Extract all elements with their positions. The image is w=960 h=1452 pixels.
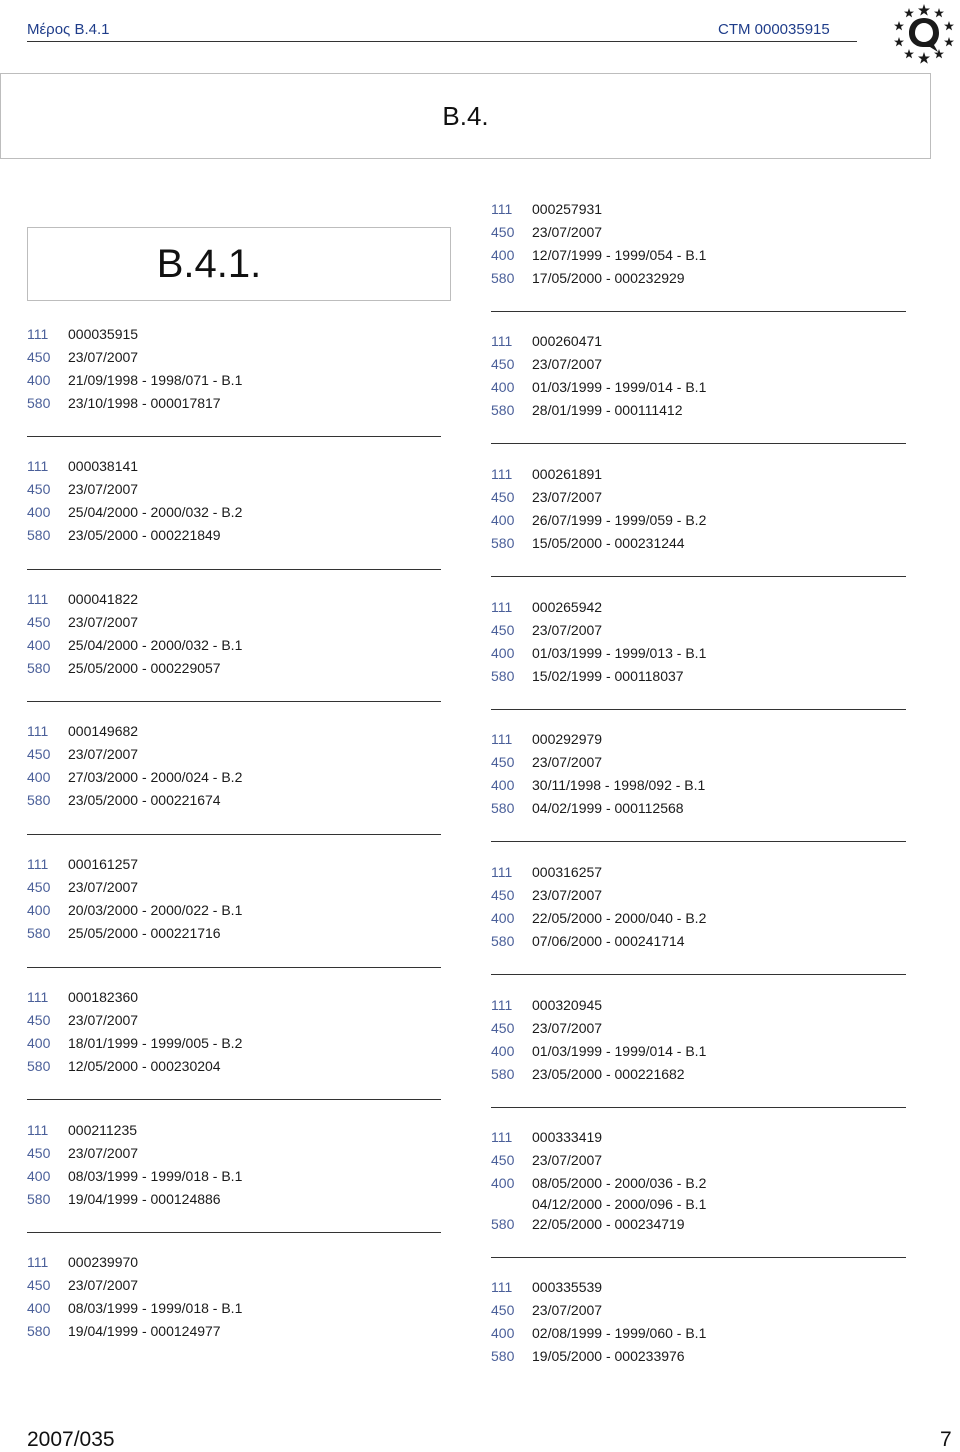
header-part-label: Μέρος Β.4.1 (27, 21, 110, 38)
publication-date: 23/07/2007 (68, 1012, 139, 1028)
field-code-580: 580 (27, 660, 51, 676)
registration-reference: 19/05/2000 - 000233976 (532, 1348, 685, 1364)
previous-publication: 08/03/1999 - 1999/018 - B.1 (68, 1300, 243, 1316)
field-code-450: 450 (27, 879, 51, 895)
field-code-580: 580 (27, 395, 51, 411)
field-code-450: 450 (27, 1012, 51, 1028)
field-code-450: 450 (27, 1277, 51, 1293)
trademark-number: 000239970 (68, 1254, 139, 1270)
field-code-580: 580 (491, 402, 515, 418)
trademark-number: 000161257 (68, 856, 139, 872)
publication-date: 23/07/2007 (532, 622, 603, 638)
record-entry (27, 853, 447, 945)
record-entry (491, 463, 911, 555)
field-code-450: 450 (27, 614, 51, 630)
entry-divider (27, 967, 441, 968)
field-code-450: 450 (27, 481, 51, 497)
field-code-450: 450 (491, 887, 515, 903)
ohim-logo-icon (892, 2, 956, 64)
field-code-111: 111 (491, 731, 513, 747)
field-code-111: 111 (27, 326, 49, 342)
publication-date: 23/07/2007 (532, 887, 603, 903)
trademark-number: 000260471 (532, 333, 603, 349)
previous-publication: 01/03/1999 - 1999/014 - B.1 (532, 379, 707, 395)
trademark-number: 000035915 (68, 326, 139, 342)
field-code-580: 580 (491, 1216, 515, 1232)
field-code-450: 450 (491, 754, 515, 770)
section-title: B.4. (0, 73, 931, 159)
record-entry (27, 720, 447, 812)
record-entry (27, 1119, 447, 1211)
field-code-111: 111 (491, 333, 513, 349)
publication-date: 23/07/2007 (532, 1152, 603, 1168)
previous-publication: 26/07/1999 - 1999/059 - B.2 (532, 512, 707, 528)
field-code-400: 400 (491, 247, 515, 263)
record-entry (491, 1276, 911, 1368)
entry-divider (27, 1232, 441, 1233)
registration-reference: 04/02/1999 - 000112568 (532, 800, 684, 816)
field-code-580: 580 (491, 933, 515, 949)
trademark-number: 000261891 (532, 466, 603, 482)
publication-date: 23/07/2007 (68, 481, 139, 497)
trademark-number: 000038141 (68, 458, 139, 474)
field-code-111: 111 (27, 989, 49, 1005)
field-code-580: 580 (27, 527, 51, 543)
field-code-400: 400 (491, 777, 515, 793)
field-code-400: 400 (27, 504, 51, 520)
field-code-111: 111 (27, 458, 49, 474)
entry-divider (27, 436, 441, 437)
publication-date: 23/07/2007 (68, 879, 139, 895)
registration-reference: 15/05/2000 - 000231244 (532, 535, 685, 551)
trademark-number: 000320945 (532, 997, 603, 1013)
registration-reference: 15/02/1999 - 000118037 (532, 668, 684, 684)
field-code-580: 580 (27, 925, 51, 941)
entry-divider (491, 443, 906, 444)
header-divider (27, 41, 857, 42)
field-code-450: 450 (491, 1302, 515, 1318)
previous-publication-line: 08/05/2000 - 2000/036 - B.2 (532, 1175, 707, 1191)
previous-publication: 01/03/1999 - 1999/013 - B.1 (532, 645, 707, 661)
field-code-580: 580 (491, 1066, 515, 1082)
field-code-111: 111 (491, 997, 513, 1013)
field-code-450: 450 (491, 224, 515, 240)
field-code-580: 580 (27, 1191, 51, 1207)
previous-publication: 12/07/1999 - 1999/054 - B.1 (532, 247, 707, 263)
registration-reference: 23/05/2000 - 000221849 (68, 527, 221, 543)
field-code-450: 450 (491, 1152, 515, 1168)
field-code-400: 400 (491, 1175, 515, 1191)
previous-publication: 25/04/2000 - 2000/032 - B.1 (68, 637, 243, 653)
previous-publication: 01/03/1999 - 1999/014 - B.1 (532, 1043, 707, 1059)
record-entry (27, 455, 447, 547)
record-entry (27, 986, 447, 1078)
registration-reference: 23/10/1998 - 000017817 (68, 395, 221, 411)
field-code-580: 580 (491, 668, 515, 684)
trademark-number: 000265942 (532, 599, 603, 615)
publication-date: 23/07/2007 (532, 489, 603, 505)
field-code-111: 111 (27, 1122, 49, 1138)
registration-reference: 19/04/1999 - 000124886 (68, 1191, 221, 1207)
field-code-400: 400 (27, 372, 51, 388)
previous-publication: 20/03/2000 - 2000/022 - B.1 (68, 902, 243, 918)
entry-divider (491, 1107, 906, 1108)
trademark-number: 000335539 (532, 1279, 603, 1295)
publication-date: 23/07/2007 (532, 224, 603, 240)
record-entry (491, 1126, 911, 1236)
entry-divider (27, 834, 441, 835)
field-code-580: 580 (27, 1058, 51, 1074)
previous-publication (532, 1172, 706, 1213)
field-code-400: 400 (491, 379, 515, 395)
previous-publication: 30/11/1998 - 1998/092 - B.1 (532, 777, 706, 793)
field-code-450: 450 (491, 1020, 515, 1036)
entry-divider (27, 569, 441, 570)
record-entry (491, 861, 911, 953)
trademark-number: 000292979 (532, 731, 603, 747)
record-entry (491, 198, 911, 290)
trademark-number: 000041822 (68, 591, 139, 607)
field-code-400: 400 (27, 1300, 51, 1316)
registration-reference: 25/05/2000 - 000229057 (68, 660, 221, 676)
record-entry (27, 1251, 447, 1343)
registration-reference: 22/05/2000 - 000234719 (532, 1216, 685, 1232)
trademark-number: 000182360 (68, 989, 139, 1005)
field-code-580: 580 (27, 1323, 51, 1339)
registration-reference: 28/01/1999 - 000111412 (532, 402, 683, 418)
field-code-450: 450 (27, 1145, 51, 1161)
trademark-number: 000316257 (532, 864, 603, 880)
trademark-number: 000211235 (68, 1122, 138, 1138)
footer-page-number: 7 (940, 1428, 952, 1451)
publication-date: 23/07/2007 (532, 1020, 603, 1036)
subsection-title: B.4.1. (27, 227, 451, 301)
header-ctm-number: CTM 000035915 (718, 21, 830, 38)
field-code-580: 580 (491, 1348, 515, 1364)
field-code-400: 400 (491, 1043, 515, 1059)
entry-divider (27, 701, 441, 702)
entry-divider (491, 576, 906, 577)
registration-reference: 17/05/2000 - 000232929 (532, 270, 685, 286)
entry-divider (491, 974, 906, 975)
record-entry (491, 596, 911, 688)
registration-reference: 23/05/2000 - 000221682 (532, 1066, 685, 1082)
registration-reference: 25/05/2000 - 000221716 (68, 925, 221, 941)
registration-reference: 19/04/1999 - 000124977 (68, 1323, 221, 1339)
entry-divider (491, 1257, 906, 1258)
field-code-111: 111 (27, 591, 49, 607)
record-entry (27, 323, 447, 415)
field-code-400: 400 (491, 645, 515, 661)
trademark-number: 000257931 (532, 201, 603, 217)
field-code-400: 400 (27, 637, 51, 653)
registration-reference: 23/05/2000 - 000221674 (68, 792, 221, 808)
field-code-580: 580 (491, 270, 515, 286)
entry-divider (491, 311, 906, 312)
previous-publication: 21/09/1998 - 1998/071 - B.1 (68, 372, 243, 388)
registration-reference: 07/06/2000 - 000241714 (532, 933, 685, 949)
field-code-111: 111 (491, 1129, 513, 1145)
field-code-450: 450 (491, 489, 515, 505)
footer-issue-number: 2007/035 (27, 1428, 115, 1451)
field-code-111: 111 (491, 201, 513, 217)
field-code-111: 111 (27, 1254, 49, 1270)
field-code-111: 111 (491, 1279, 513, 1295)
publication-date: 23/07/2007 (68, 1145, 139, 1161)
publication-date: 23/07/2007 (532, 356, 603, 372)
field-code-400: 400 (27, 1035, 51, 1051)
field-code-580: 580 (491, 800, 515, 816)
previous-publication: 27/03/2000 - 2000/024 - B.2 (68, 769, 243, 785)
record-entry (491, 330, 911, 422)
publication-date: 23/07/2007 (68, 614, 139, 630)
previous-publication: 22/05/2000 - 2000/040 - B.2 (532, 910, 707, 926)
field-code-400: 400 (27, 902, 51, 918)
publication-date: 23/07/2007 (532, 754, 603, 770)
field-code-400: 400 (27, 1168, 51, 1184)
field-code-450: 450 (27, 746, 51, 762)
publication-date: 23/07/2007 (68, 1277, 139, 1293)
previous-publication: 08/03/1999 - 1999/018 - B.1 (68, 1168, 243, 1184)
record-entry (27, 588, 447, 680)
field-code-111: 111 (491, 864, 513, 880)
record-entry (491, 728, 911, 820)
field-code-450: 450 (27, 349, 51, 365)
previous-publication: 18/01/1999 - 1999/005 - B.2 (68, 1035, 243, 1051)
field-code-580: 580 (27, 792, 51, 808)
previous-publication-line: 04/12/2000 - 2000/096 - B.1 (532, 1196, 707, 1212)
entry-divider (491, 841, 906, 842)
field-code-111: 111 (27, 723, 49, 739)
publication-date: 23/07/2007 (68, 349, 139, 365)
publication-date: 23/07/2007 (532, 1302, 603, 1318)
field-code-400: 400 (491, 910, 515, 926)
field-code-400: 400 (491, 1325, 515, 1341)
previous-publication: 25/04/2000 - 2000/032 - B.2 (68, 504, 243, 520)
trademark-number: 000333419 (532, 1129, 603, 1145)
field-code-450: 450 (491, 622, 515, 638)
field-code-111: 111 (491, 599, 513, 615)
field-code-400: 400 (491, 512, 515, 528)
record-entry (491, 994, 911, 1086)
entry-divider (27, 1099, 441, 1100)
field-code-580: 580 (491, 535, 515, 551)
entry-divider (491, 709, 906, 710)
trademark-number: 000149682 (68, 723, 139, 739)
previous-publication: 02/08/1999 - 1999/060 - B.1 (532, 1325, 707, 1341)
field-code-111: 111 (27, 856, 49, 872)
registration-reference: 12/05/2000 - 000230204 (68, 1058, 221, 1074)
field-code-111: 111 (491, 466, 513, 482)
field-code-400: 400 (27, 769, 51, 785)
publication-date: 23/07/2007 (68, 746, 139, 762)
field-code-450: 450 (491, 356, 515, 372)
